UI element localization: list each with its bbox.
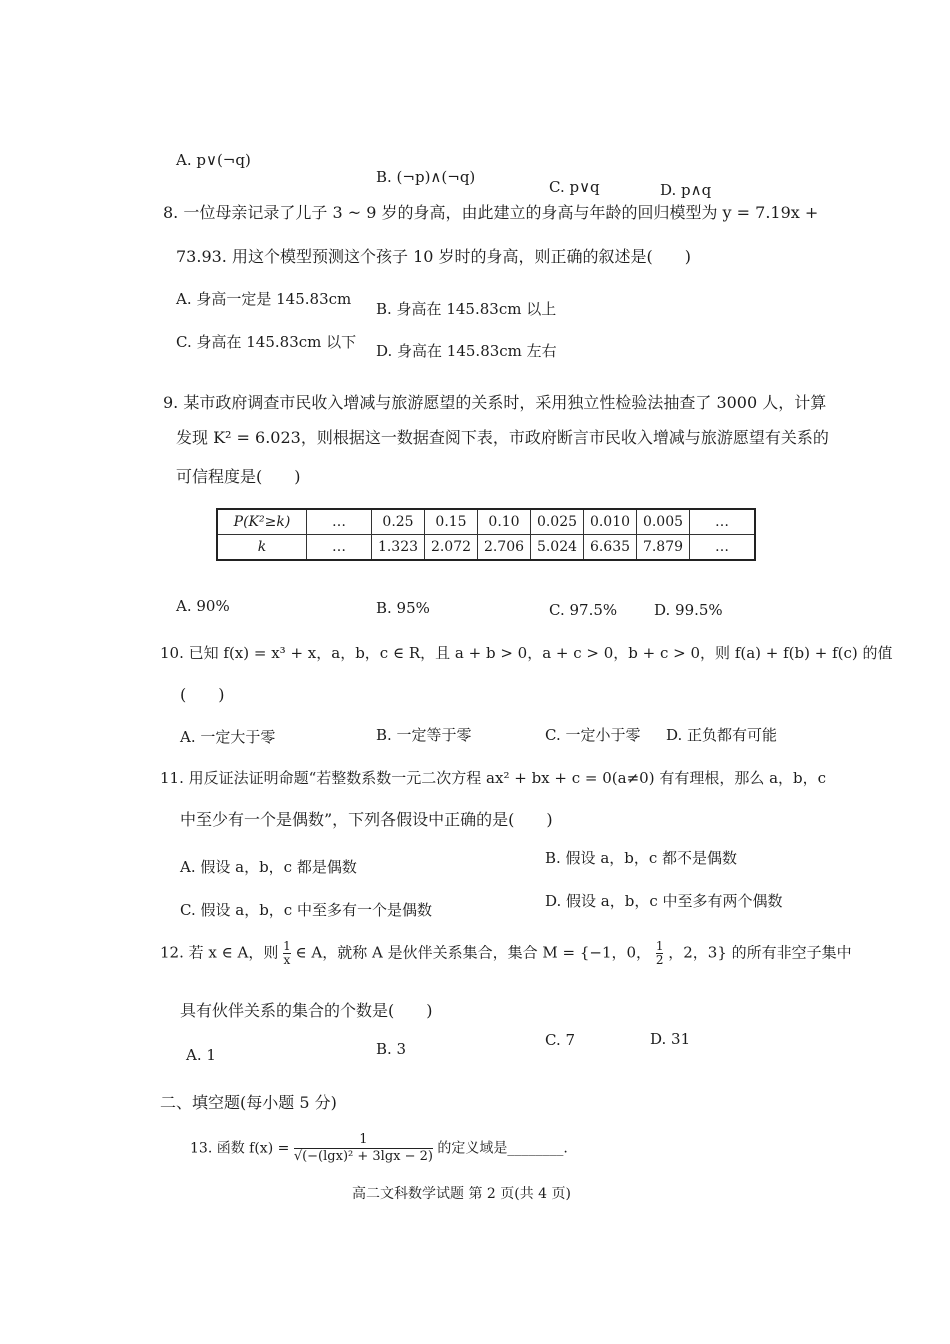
table-cell: 0.010	[584, 509, 637, 535]
fraction-one-half: $\frac{1}{2}$	[655, 939, 664, 967]
q12-stem-line2: 具有伙伴关系的集合的个数是( )	[180, 1001, 433, 1020]
q13-fraction: $\frac{1}{\text{√(−(lgx)² + 3lgx − 2)}}$	[293, 1132, 433, 1164]
section-heading: 二、填空题(每小题 5 分)	[160, 1093, 337, 1112]
q8-option-b: B. 身高在 145.83cm 以上	[376, 300, 557, 318]
table-cell: 0.25	[372, 509, 425, 535]
q7-option-a: A. p∨(¬q)	[176, 151, 251, 169]
q12-stem-mid: ∈ A，就称 A 是伙伴关系集合，集合 M = {−1，0，	[295, 943, 652, 962]
fraction-one-over-x: $\frac{1}{x}$	[283, 939, 291, 967]
q8-option-c: C. 身高在 145.83cm 以下	[176, 333, 357, 351]
q8-stem-line1: 8. 一位母亲记录了儿子 3 ~ 9 岁的身高，由此建立的身高与年龄的回归模型为 y = 7.19x +	[163, 203, 819, 222]
q11-option-a: A. 假设 a，b，c 都是偶数	[180, 858, 357, 876]
q11-stem-line2: 中至少有一个是偶数”，下列各假设中正确的是( )	[180, 810, 553, 829]
q12-option-d: D. 31	[650, 1030, 691, 1048]
q12-option-c: C. 7	[545, 1031, 576, 1049]
q11-stem-line1: 11. 用反证法证明命题“若整数系数一元二次方程 ax² + bx + c = 0(a≠0) 有有理根，那么 a，b，c	[160, 769, 827, 787]
q10-option-c: C. 一定小于零	[545, 726, 641, 744]
q13-stem-post: 的定义域是________.	[437, 1140, 568, 1157]
q12-option-b: B. 3	[376, 1040, 407, 1058]
q7-option-d: D. p∧q	[660, 181, 712, 199]
q11-option-b: B. 假设 a，b，c 都不是偶数	[545, 849, 738, 867]
q12-stem-post: ，2，3} 的所有非空子集中	[668, 943, 852, 962]
q9-stem-line1: 9. 某市政府调查市民收入增减与旅游愿望的关系时，采用独立性检验法抽查了 3000 人，计算	[163, 393, 827, 412]
q7-option-c: C. p∨q	[549, 178, 600, 196]
q11-option-c: C. 假设 a，b，c 中至多有一个是偶数	[180, 901, 432, 919]
table-header-cell: P(K²≥k)	[217, 509, 307, 535]
q9-stem-line3: 可信程度是( )	[176, 467, 301, 486]
q9-option-a: A. 90%	[176, 597, 230, 615]
q10-stem-line1: 10. 已知 f(x) = x³ + x，a，b，c ∈ R，且 a + b > 0，a + c > 0，b + c > 0，则 f(a) + f(b) + f(c) 的值	[160, 644, 893, 662]
table-row	[217, 535, 755, 561]
table-cell: 0.005	[637, 509, 690, 535]
q10-option-b: B. 一定等于零	[376, 726, 472, 744]
table-cell: 2.072	[425, 535, 478, 561]
table-cell: …	[307, 535, 372, 561]
q8-option-d: D. 身高在 145.83cm 左右	[376, 342, 557, 360]
q12-stem-line1	[160, 940, 852, 967]
q10-option-a: A. 一定大于零	[180, 728, 276, 746]
q12-stem-pre: 12. 若 x ∈ A，则	[160, 943, 279, 962]
table-cell: 1.323	[372, 535, 425, 561]
table-header-cell: k	[217, 535, 307, 561]
k-squared-table	[216, 508, 756, 561]
q13-stem	[190, 1132, 568, 1165]
q10-stem-line2: ( )	[180, 685, 225, 704]
q11-option-d: D. 假设 a，b，c 中至多有两个偶数	[545, 892, 783, 910]
table-cell: …	[690, 535, 756, 561]
q8-stem-line2: 73.93. 用这个模型预测这个孩子 10 岁时的身高，则正确的叙述是( )	[176, 247, 691, 266]
q13-stem-pre: 13. 函数 f(x) =	[190, 1140, 290, 1157]
table-cell: …	[690, 509, 756, 535]
table-cell: 0.10	[478, 509, 531, 535]
q9-option-b: B. 95%	[376, 599, 430, 617]
table-cell: 7.879	[637, 535, 690, 561]
q9-stem-line2: 发现 K² = 6.023，则根据这一数据查阅下表，市政府断言市民收入增减与旅游愿望有关系的	[176, 428, 829, 447]
page-footer: 高二文科数学试题 第 2 页(共 4 页)	[352, 1186, 571, 1202]
table-cell: 5.024	[531, 535, 584, 561]
table-row	[217, 509, 755, 535]
table-cell: …	[307, 509, 372, 535]
q9-option-d: D. 99.5%	[654, 601, 723, 619]
q7-option-b: B. (¬p)∧(¬q)	[376, 168, 476, 186]
q12-option-a: A. 1	[186, 1046, 216, 1064]
q8-option-a: A. 身高一定是 145.83cm	[176, 290, 352, 308]
table-cell: 2.706	[478, 535, 531, 561]
table-cell: 6.635	[584, 535, 637, 561]
table-cell: 0.15	[425, 509, 478, 535]
q10-option-d: D. 正负都有可能	[666, 726, 778, 744]
table-cell: 0.025	[531, 509, 584, 535]
q9-option-c: C. 97.5%	[549, 601, 618, 619]
